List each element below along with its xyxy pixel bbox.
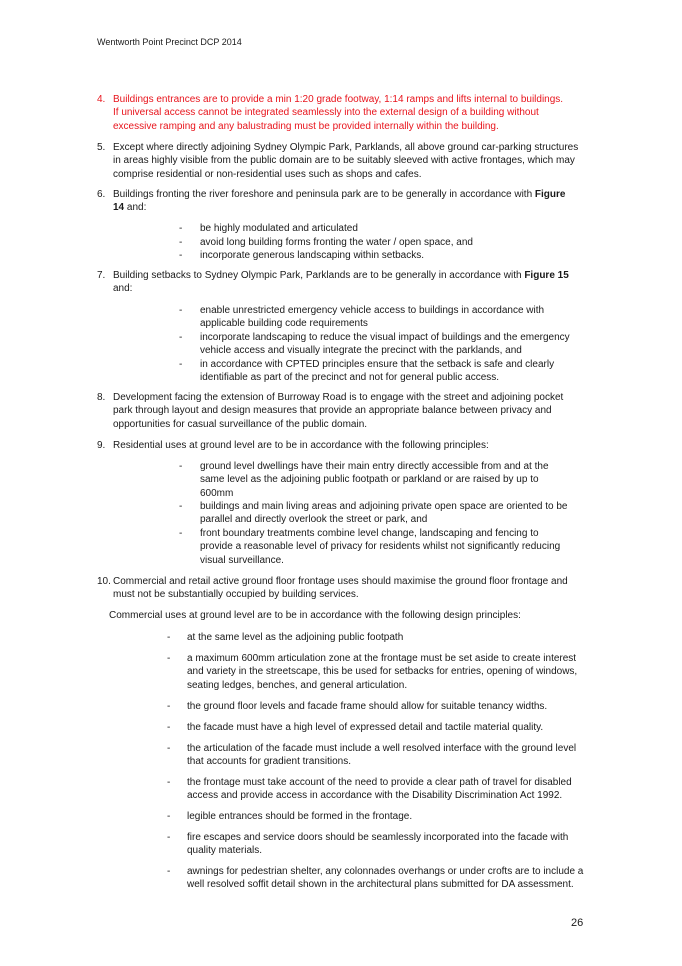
text-line: the articulation of the facade must include a well resolved interface with the ground level <box>187 743 577 754</box>
text-line: ground level dwellings have their main entry directly accessible from and at the <box>200 461 549 472</box>
bullet-dash: - <box>167 722 171 733</box>
text-line: If universal access cannot be integrated seamlessly into the external design of a building without <box>113 107 539 119</box>
bullet-dash: - <box>167 866 171 877</box>
text-line: and: <box>124 202 147 214</box>
bullet-text <box>187 831 568 858</box>
text-line: front boundary treatments combine level change, landscaping and fencing to <box>200 528 539 539</box>
text-line: opportunities for casual surveillance of the public domain. <box>113 418 368 430</box>
text-line: access and provide access in accordance with the Disability Discrimination Act 1992. <box>187 790 563 802</box>
text-line: Building setbacks to Sydney Olympic Park, Parklands are to be generally in accordance with <box>113 270 525 281</box>
bullet-text: avoid long building forms fronting the water / open space, and <box>200 237 473 248</box>
bullet-text <box>200 500 567 527</box>
item-9-text <box>113 439 489 452</box>
bullet-dash: - <box>179 461 183 472</box>
text-line: the frontage must take account of the need to provide a clear path of travel for disabled <box>187 777 572 788</box>
bullet-dash: - <box>167 811 171 822</box>
item-number: 9. <box>97 440 106 451</box>
text-line: fire escapes and service doors should be seamlessly incorporated into the facade with <box>187 832 569 843</box>
bullet-dash: - <box>167 743 171 754</box>
bullet-text <box>200 331 570 358</box>
bullet-dash: - <box>167 653 171 664</box>
item-8-text <box>113 391 563 431</box>
text-line: identifiable as part of the precinct and not for general public access. <box>200 372 500 384</box>
bullet-text: be highly modulated and articulated <box>200 223 358 234</box>
bullet-text: the facade must have a high level of expressed detail and tactile material quality. <box>187 722 544 733</box>
item-10-text <box>113 575 568 602</box>
item-6-text <box>113 188 565 215</box>
bullet-text <box>187 865 583 892</box>
item-number: 10. <box>97 576 111 587</box>
text-line: and: <box>113 283 133 295</box>
text-line: in areas highly visible from the public domain are to be suitably sleeved with active frontages, which may <box>113 155 575 167</box>
item-4-text <box>113 93 563 133</box>
bullet-text <box>200 460 549 500</box>
item-number: 4. <box>97 94 106 105</box>
text-line: 600mm <box>200 487 234 499</box>
text-line: Buildings entrances are to provide a min 1:20 grade footway, 1:14 ramps and lifts internal to buildings. <box>113 94 564 105</box>
bullet-text <box>187 652 577 692</box>
item-number: 5. <box>97 142 106 153</box>
text-line: well resolved soffit detail shown in the architectural plans submitted for DA assessment. <box>187 879 574 891</box>
bullet-text <box>187 742 576 769</box>
text-line: comprise residential or non-residential uses such as shops and cafes. <box>113 168 422 180</box>
text-line: visual surveillance. <box>200 554 284 566</box>
text-line: Development facing the extension of Burroway Road is to engage with the street and adjoining pocket <box>113 392 564 403</box>
bullet-dash: - <box>167 701 171 712</box>
text-line: enable unrestricted emergency vehicle access to buildings in accordance with <box>200 305 545 316</box>
bullet-text: at the same level as the adjoining public footpath <box>187 632 404 643</box>
text-line: provide a reasonable level of privacy for residents whilst not significantly reducing <box>200 541 561 553</box>
text-line: Residential uses at ground level are to be in accordance with the following principles: <box>113 440 489 451</box>
item-number: 6. <box>97 189 106 200</box>
text-line: Except where directly adjoining Sydney Olympic Park, Parklands, all above ground car-parking structures <box>113 142 579 153</box>
bullet-text: incorporate generous landscaping within setbacks. <box>200 250 425 261</box>
text-line: same level as the adjoining public footpath or parkland or are raised by up to <box>200 474 539 486</box>
text-line: a maximum 600mm articulation zone at the frontage must be set aside to create interest <box>187 653 577 664</box>
bullet-text <box>200 304 544 331</box>
bullet-dash: - <box>179 250 183 261</box>
text-line: seating ledges, benches, and general articulation. <box>187 679 408 691</box>
bullet-dash: - <box>179 501 183 512</box>
text-line: in accordance with CPTED principles ensure that the setback is safe and clearly <box>200 359 555 370</box>
figure-ref: Figure 15 <box>524 270 569 281</box>
text-line: excessive ramping and any balustrading must be provided internally within the building. <box>113 120 499 132</box>
bullet-dash: - <box>179 332 183 343</box>
bullet-text: legible entrances should be formed in the frontage. <box>187 811 413 822</box>
bullet-dash: - <box>179 237 183 248</box>
bullet-text: the ground floor levels and facade frame should allow for suitable tenancy widths. <box>187 701 548 712</box>
bullet-dash: - <box>179 305 183 316</box>
text-line: and variety in the streetscape, this be used for setbacks for entries, opening of windows, <box>187 666 578 678</box>
item-7-text <box>113 269 569 296</box>
item-number: 7. <box>97 270 106 281</box>
bullet-dash: - <box>179 528 183 539</box>
bullet-dash: - <box>179 223 183 234</box>
text-line: Commercial and retail active ground floor frontage uses should maximise the ground floor frontage and <box>113 576 568 587</box>
text-line: must not be substantially occupied by building services. <box>113 589 359 601</box>
figure-ref: 14 <box>113 202 125 214</box>
text-line: vehicle access and visually integrate the precinct with the parklands, and <box>200 345 522 357</box>
text-line: park through layout and design measures that provide an appropriate balance between privacy and <box>113 405 552 417</box>
text-line: Buildings fronting the river foreshore and peninsula park are to be generally in accordance with <box>113 189 535 200</box>
item-5-text <box>113 141 578 181</box>
bullet-text <box>200 527 560 567</box>
text-line: that accounts for gradient transitions. <box>187 756 351 768</box>
bullet-text <box>187 776 572 803</box>
figure-ref: Figure <box>534 189 566 200</box>
text-line: quality materials. <box>187 845 263 857</box>
running-header: Wentworth Point Precinct DCP 2014 <box>97 37 242 47</box>
bullet-dash: - <box>167 632 171 643</box>
page-number: 26 <box>571 917 584 929</box>
text-line: applicable building code requirements <box>200 318 368 330</box>
commercial-intro: Commercial uses at ground level are to be in accordance with the following design principles: <box>109 610 521 621</box>
bullet-dash: - <box>179 359 183 370</box>
bullet-dash: - <box>167 832 171 843</box>
bullet-dash: - <box>167 777 171 788</box>
text-line: buildings and main living areas and adjoining private open space are oriented to be <box>200 501 568 512</box>
bullet-text <box>200 358 554 385</box>
text-line: incorporate landscaping to reduce the visual impact of buildings and the emergency <box>200 332 570 343</box>
item-number: 8. <box>97 392 106 403</box>
text-line: parallel and directly overlook the street or park, and <box>200 514 428 526</box>
text-line: awnings for pedestrian shelter, any colonnades overhangs or under crofts are to include a <box>187 866 584 877</box>
